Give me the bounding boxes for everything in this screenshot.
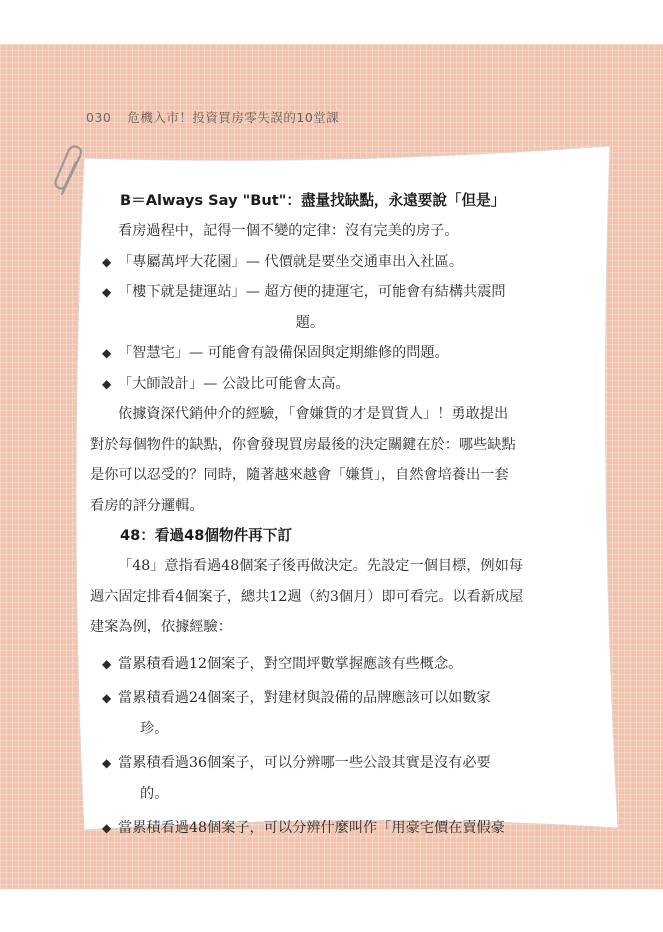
list-item-text: 「大師設計」— 公設比可能會太高。 [118,375,350,392]
list-item-continuation: 題。 [295,314,325,331]
list-item-text: 「專屬萬坪大花園」— 代價就是要坐交通車出入社區。 [118,253,464,270]
list-item [90,813,560,844]
diamond-bullet-icon: ◆ [102,691,112,705]
list-item-text: 當累積看過36個案子，可以分辨哪一些公設其實是沒有必要 [118,755,491,771]
list-item [90,649,560,680]
list-item-text: 當累積看過12個案子，對空間坪數掌握應該有些概念。 [118,655,463,672]
list-item-text: 「樓下就是捷運站」— 超方便的捷運宅，可能會有結構共震問 [118,284,506,300]
list-item [90,369,560,400]
paragraph-line: 週六固定排看4個案子，總共12週（約3個月）即可看完。以看新成屋 [90,588,524,605]
list-item [90,277,560,308]
book-title: 危機入市！投資買房零失誤的10堂課 [127,110,340,125]
list-item-text: 「智慧宅」— 可能會有設備保固與定期維修的問題。 [118,345,449,361]
paragraph-line: 看房的評分邏輯。 [90,497,204,514]
list-item [90,338,560,369]
diamond-bullet-icon: ◆ [102,656,112,671]
diamond-bullet-icon: ◆ [102,756,112,770]
diamond-bullet-icon: ◆ [102,285,112,299]
diamond-bullet-icon: ◆ [102,376,112,391]
paperclip-icon [52,144,92,200]
diamond-bullet-icon: ◆ [102,254,112,269]
list-item-continuation: 珍。 [140,720,169,737]
section-48-heading: 48：看過48個物件再下訂 [120,527,292,544]
list-item [90,748,560,779]
paragraph-line: 「48」意指看過48個案子後再做決定。先設定一個目標，例如每 [118,558,523,574]
paragraph-line: 對於每個物件的缺點，你會發現買房最後的決定關鍵在於：哪些缺點 [90,436,516,453]
list-item-continuation: 的。 [140,785,169,802]
paragraph-line: 建案為例，依據經驗： [90,619,232,635]
paragraph-line: 是你可以忍受的？同時，隨著越來越會「嫌貨」，自然會培養出一套 [90,467,509,483]
running-head [86,108,339,126]
section-b-intro: 看房過程中，記得一個不變的定律：沒有完美的房子。 [118,223,459,239]
list-item-text: 當累積看過48個案子，可以分辨什麼叫作「用豪宅價在賣假豪 [118,820,505,836]
diamond-bullet-icon: ◆ [102,346,112,360]
page-number: 030 [86,110,112,125]
list-item [90,247,560,278]
article-body [90,186,560,844]
paragraph-line: 依據資深代銷仲介的經驗，「會嫌貨的才是買貨人」！勇敢提出 [118,406,509,422]
diamond-bullet-icon: ◆ [102,821,112,835]
list-item-text: 當累積看過24個案子，對建材與設備的品牌應該可以如數家 [118,690,491,706]
list-item [90,683,560,714]
section-b-heading: B＝Always Say "But"：盡量找缺點，永遠要說「但是」 [120,192,506,209]
